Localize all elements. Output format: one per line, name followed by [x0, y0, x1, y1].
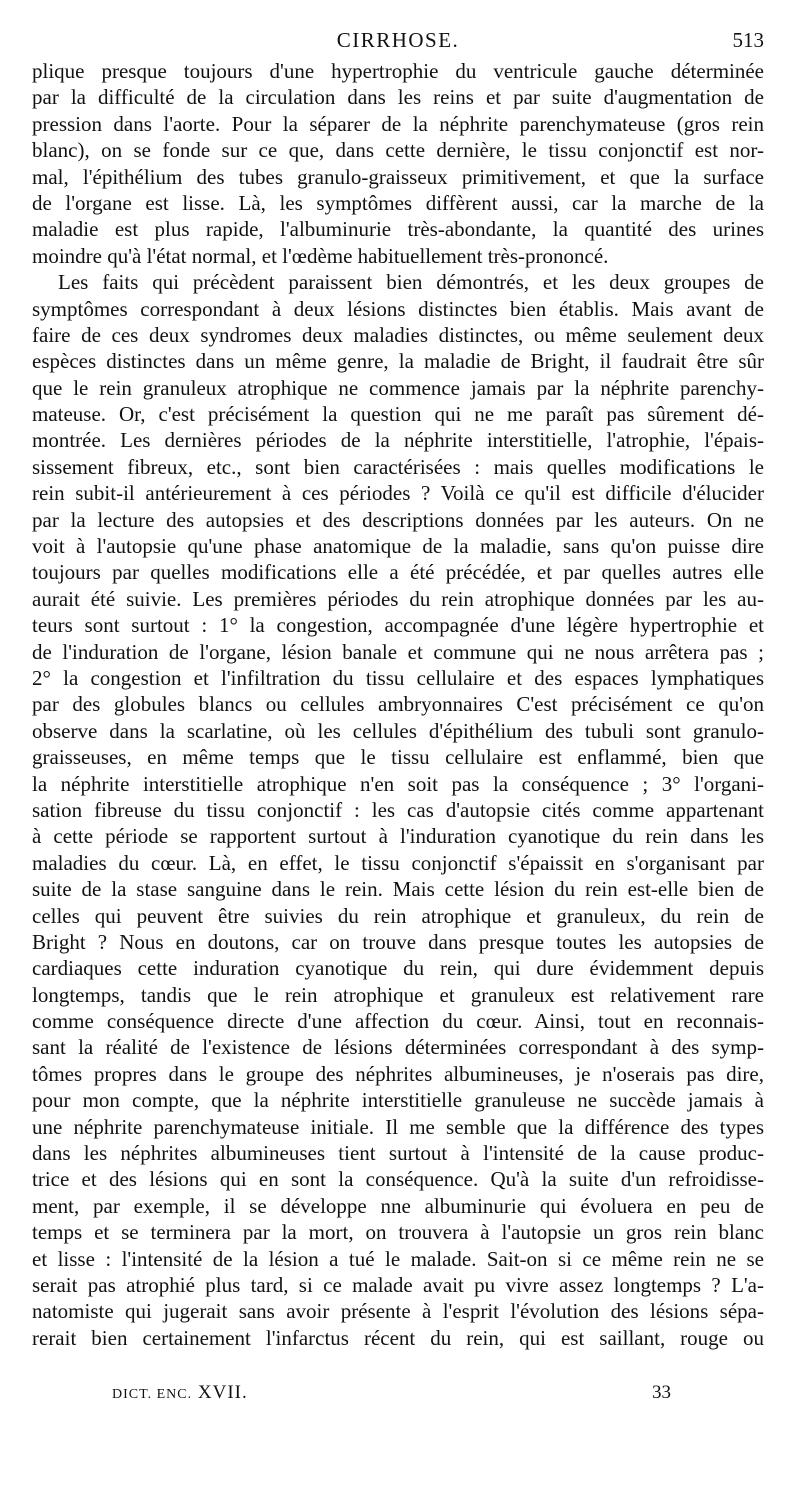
text-line: à cette période se rapportent surtout à l'induration cyanotique du rein dans les [32, 824, 764, 849]
text-line: par des globules blancs ou cellules ambryonnaires C'est précisément ce qu'on [32, 692, 764, 717]
text-line: graisseuses, en même temps que le tissu cellulaire est enflammé, bien que [32, 745, 764, 770]
text-line: dans les néphrites albumineuses tient surtout à l'intensité de la cause produc- [32, 1141, 764, 1166]
text-line: suite de la stase sanguine dans le rein. Mais cette lésion du rein est-elle bien de [32, 877, 764, 902]
text-line: et lisse : l'intensité de la lésion a tué le malade. Sait-on si ce même rein ne se [32, 1246, 764, 1271]
text-line: que le rein granuleux atrophique ne commence jamais par la néphrite parenchy- [32, 375, 764, 400]
text-line: cardiaques cette induration cyanotique du rein, qui dure évidemment depuis [32, 956, 764, 981]
text-line: sant la réalité de l'existence de lésions déterminées correspondant à des symp- [32, 1035, 764, 1060]
signature-volume: XVII. [197, 1382, 248, 1403]
text-line: rein subit-il antérieurement à ces périodes ? Voilà ce qu'il est difficile d'élucider [32, 481, 764, 506]
text-line: blanc), on se fonde sur ce que, dans cette dernière, le tissu conjonctif est nor- [32, 138, 764, 163]
text-line: une néphrite parenchymateuse initiale. Il me semble que la différence des types [32, 1114, 764, 1139]
text-line: teurs sont surtout : 1° la congestion, accompagnée d'une légère hypertrophie et [32, 613, 764, 638]
running-title: CIRRHOSE. [336, 28, 460, 52]
text-line: temps et se terminera par la mort, on trouvera à l'autopsie un gros rein blanc [32, 1220, 764, 1245]
text-line: observe dans la scarlatine, où les cellules d'épithélium des tubuli sont granulo- [32, 718, 764, 743]
text-line: sissement fibreux, etc., sont bien caractérisées : mais quelles modifications le [32, 454, 764, 479]
sheet-number: 33 [652, 1382, 671, 1403]
text-line: pression dans l'aorte. Pour la séparer de la néphrite parenchymateuse (gros rein [32, 111, 764, 136]
text-line: serait pas atrophié plus tard, si ce malade avait pu vivre assez longtemps ? L'a- [32, 1272, 764, 1297]
text-line: Bright ? Nous en doutons, car on trouve dans presque toutes les autopsies de [32, 929, 764, 954]
signature-prefix: DICT. ENC. [112, 1387, 193, 1402]
text-line: mal, l'épithélium des tubes granulo-graisseux primitivement, et que la surface [32, 164, 764, 189]
page-footer [32, 1382, 764, 1408]
text-line: toujours par quelles modifications elle a été précédée, et par quelles autres elle [32, 560, 764, 585]
text-line: maladies du cœur. Là, en effet, le tissu conjonctif s'épaissit en s'organisant par [32, 850, 764, 875]
text-line: rerait bien certainement l'infarctus récent du rein, qui est saillant, rouge ou [32, 1325, 764, 1350]
text-line: par la lecture des autopsies et des descriptions données par les auteurs. On ne [32, 507, 764, 532]
page-number: 513 [732, 28, 764, 52]
text-line: celles qui peuvent être suivies du rein atrophique et granuleux, du rein de [32, 903, 764, 928]
text-line: espèces distinctes dans un même genre, la maladie de Bright, il faudrait être sûr [32, 349, 764, 374]
paragraph [32, 58, 764, 269]
text-line: pour mon compte, que la néphrite interstitielle granuleuse ne succède jamais à [32, 1088, 764, 1113]
running-header [32, 28, 764, 58]
text-line: 2° la congestion et l'infiltration du tissu cellulaire et des espaces lymphatiques [32, 665, 764, 690]
body-text [32, 58, 764, 1351]
text-line: moindre qu'à l'état normal, et l'œdème habituellement très-prononcé. [32, 243, 609, 268]
text-line: Les faits qui précèdent paraissent bien démontrés, et les deux groupes de [58, 270, 764, 295]
text-line: comme conséquence directe d'une affection du cœur. Ainsi, tout en reconnais- [32, 1009, 764, 1034]
text-line: voit à l'autopsie qu'une phase anatomique de la maladie, sans qu'on puisse dire [32, 534, 764, 559]
text-line: la néphrite interstitielle atrophique n'en soit pas la conséquence ; 3° l'organi- [32, 771, 764, 796]
text-line: symptômes correspondant à deux lésions distinctes bien établis. Mais avant de [32, 296, 764, 321]
text-line: plique presque toujours d'une hypertrophie du ventricule gauche déterminée [32, 59, 764, 83]
text-line: par la difficulté de la circulation dans les reins et par suite d'augmentation de [32, 85, 764, 110]
paragraph [32, 269, 764, 1351]
text-line: maladie est plus rapide, l'albuminurie très-abondante, la quantité des urines [32, 217, 764, 242]
text-line: sation fibreuse du tissu conjonctif : les cas d'autopsie cités comme appartenant [32, 797, 764, 822]
text-line: mateuse. Or, c'est précisément la question qui ne me paraît pas sûrement dé- [32, 402, 764, 427]
text-line: trice et des lésions qui en sont la conséquence. Qu'à la suite d'un refroidisse- [32, 1167, 764, 1192]
text-line: ment, par exemple, il se développe nne albuminurie qui évoluera en peu de [32, 1193, 764, 1218]
text-line: longtemps, tandis que le rein atrophique et granuleux est relativement rare [32, 982, 764, 1007]
text-line: faire de ces deux syndromes deux maladies distinctes, ou même seulement deux [32, 322, 764, 347]
text-line: de l'organe est lisse. Là, les symptômes diffèrent aussi, car la marche de la [32, 190, 764, 215]
text-line: natomiste qui jugerait sans avoir présente à l'esprit l'évolution des lésions sépa- [32, 1299, 764, 1324]
text-line: tômes propres dans le groupe des néphrites albumineuses, je n'oserais pas dire, [32, 1061, 764, 1086]
text-line: de l'induration de l'organe, lésion banale et commune qui ne nous arrêtera pas ; [32, 639, 764, 664]
text-line: montrée. Les dernières périodes de la néphrite interstitielle, l'atrophie, l'épais- [32, 428, 764, 453]
text-line: aurait été suivie. Les premières périodes du rein atrophique données par les au- [32, 586, 764, 611]
printer-signature [112, 1382, 248, 1404]
